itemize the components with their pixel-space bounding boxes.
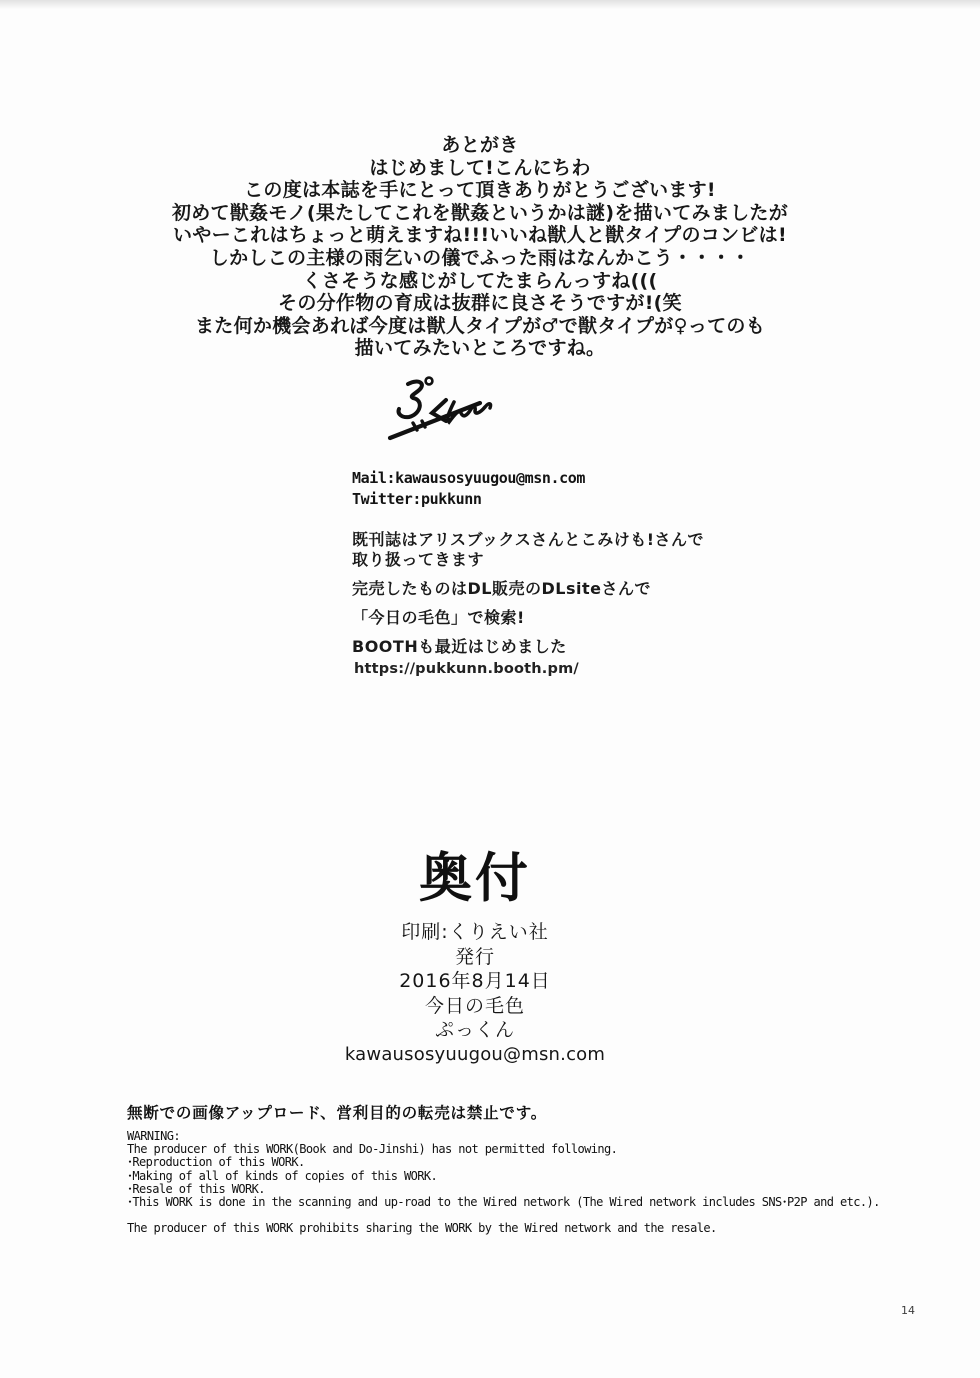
availability-line: BOOTHも最近はじめました [352, 637, 567, 656]
warning-japanese: 無断での画像アップロード、営利目的の転売は禁止です。 [127, 1104, 548, 1122]
afterword-line: 描いてみたいところですね。 [354, 337, 606, 360]
warning-heading: WARNING: [127, 1129, 180, 1143]
afterword-line: くさそうな感じがしてたまらんっすね((( [302, 269, 658, 292]
afterword-line: はじめまして!こんにちわ [369, 156, 591, 179]
afterword-line: また何か機会あれば今度は獣人タイプが♂で獣タイプが♀ってのも [194, 314, 766, 337]
colophon-section [0, 920, 950, 1067]
colophon-printer: 印刷:くりえい社 [401, 921, 549, 943]
author-signature-scribble [382, 374, 510, 444]
colophon-publish-label: 発行 [454, 945, 495, 968]
contact-mail: Mail:kawausosyuugou@msn.com [352, 469, 586, 487]
warning-line: ･Resale of this WORK. [127, 1181, 265, 1196]
afterword-line: いやーこれはちょっと萌えますね!!!いいね獣人と獣タイプのコンビは! [173, 224, 787, 247]
contact-section [352, 468, 585, 509]
availability-line: 「今日の毛色」で検索! [352, 608, 525, 627]
afterword-title: あとがき [441, 134, 519, 156]
colophon-circle-name: 今日の毛色 [424, 994, 525, 1017]
afterword-line: 初めて獣姦モノ(果たしてこれを獣姦というかは謎)を描いてみましたが [171, 201, 789, 224]
afterword-line: その分作物の育成は抜群に良さそうですが!(笑 [278, 292, 682, 315]
availability-line: 既刊誌はアリスブックスさんとこみけも!さんで [352, 530, 705, 549]
contact-twitter: Twitter:pukkunn [352, 489, 482, 508]
afterword-line: この度は本誌を手にとって頂きありがとうございます! [244, 179, 716, 202]
warning-line: ･Making of all of kinds of copies of this WORK. [127, 1168, 438, 1183]
booth-url: https://pukkunn.booth.pm/ [354, 661, 579, 677]
warning-line: The producer of this WORK(Book and Do-Jinshi) has not permitted following. [127, 1142, 618, 1157]
availability-line: 完売したものはDL販売のDLsiteさんで [352, 579, 651, 598]
warning-line: ･Reproduction of this WORK. [127, 1155, 305, 1170]
afterword-section [0, 134, 960, 360]
warning-footer: The producer of this WORK prohibits sharing the WORK by the Wired network and the resale. [127, 1221, 717, 1236]
colophon-email: kawausosyuugou@msn.com [344, 1043, 606, 1065]
warning-english-section [127, 1130, 927, 1235]
scan-artifact-top-edge [0, 0, 980, 9]
colophon-date: 2016年8月14日 [399, 970, 551, 992]
availability-line: 取り扱ってきます [352, 550, 485, 569]
afterword-line: しかしこの主様の雨乞いの儀でふった雨はなんかこう・・・・ [209, 246, 751, 269]
colophon-title: 奥付 [419, 847, 531, 909]
warning-line: ･This WORK is done in the scanning and up-road to the Wired network (The Wired network includes SNS･P2P and etc.). [127, 1195, 880, 1210]
colophon-author-name: ぷっくん [434, 1019, 515, 1041]
availability-section [352, 530, 704, 679]
page-number: 14 [901, 1304, 915, 1317]
